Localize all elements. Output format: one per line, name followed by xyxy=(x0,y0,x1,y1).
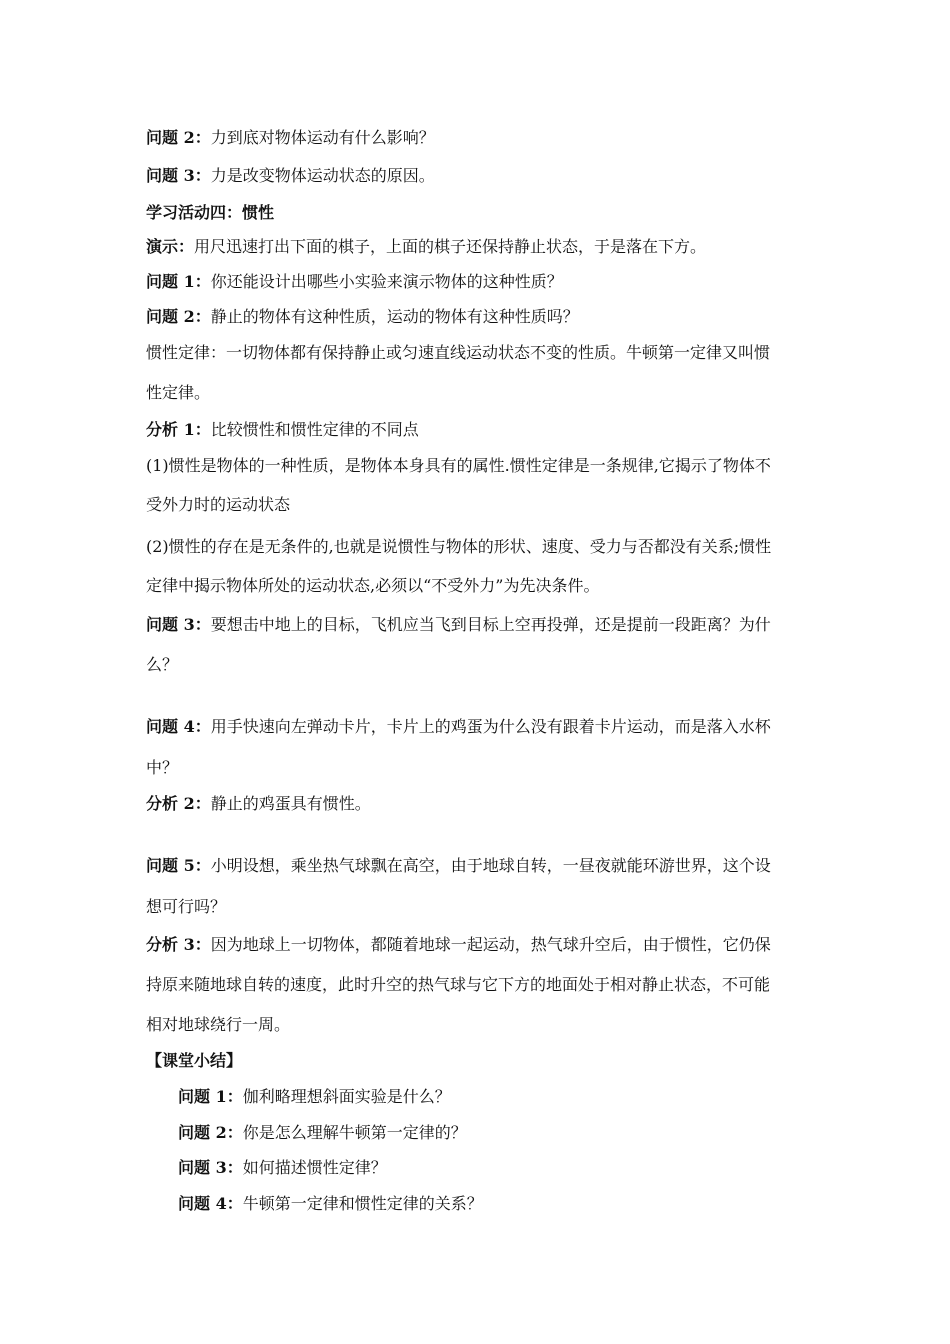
question-3-line xyxy=(146,166,435,186)
demo-label: 演示： xyxy=(146,237,195,256)
question-3b-line-cont xyxy=(146,655,178,675)
question-text: 你还能设计出哪些小实验来演示物体的这种性质？ xyxy=(210,272,563,291)
question-label: 问题 2： xyxy=(178,1123,243,1142)
paragraph-text: 定律中揭示物体所处的运动状态,必须以“不受外力”为先决条件。 xyxy=(146,576,600,595)
question-3b-line xyxy=(146,615,771,635)
question-label: 问题 2： xyxy=(146,307,211,326)
summary-heading-text: 【课堂小结】 xyxy=(146,1051,243,1070)
question-text: 牛顿第一定律和惯性定律的关系？ xyxy=(242,1194,483,1213)
analysis-1-line xyxy=(146,420,419,440)
question-text: 中？ xyxy=(146,758,179,777)
point-1-line xyxy=(146,456,771,476)
point-2-line xyxy=(146,537,771,557)
analysis-text: 相对地球绕行一周。 xyxy=(146,1015,291,1034)
analysis-text: 比较惯性和惯性定律的不同点 xyxy=(210,420,419,439)
paragraph-text: 性定律。 xyxy=(146,383,211,402)
question-label: 问题 3： xyxy=(146,166,211,185)
inertia-law-line xyxy=(146,343,770,363)
analysis-2-line xyxy=(146,794,371,814)
analysis-text: 静止的鸡蛋具有惯性。 xyxy=(210,794,371,813)
analysis-label: 分析 3： xyxy=(146,935,211,954)
activity-heading xyxy=(146,203,274,223)
question-4-line-cont xyxy=(146,758,178,778)
question-label: 问题 3： xyxy=(178,1158,243,1177)
analysis-label: 分析 2： xyxy=(146,794,211,813)
analysis-text: 因为地球上一切物体，都随着地球一起运动，热气球升空后，由于惯性，它仍保 xyxy=(210,935,771,954)
question-text: 用手快速向左弹动卡片，卡片上的鸡蛋为什么没有跟着卡片运动，而是落入水杯 xyxy=(210,717,771,736)
activity-heading-text: 学习活动四：惯性 xyxy=(146,203,275,222)
analysis-3-line xyxy=(146,935,771,955)
demo-text: 用尺迅速打出下面的棋子，上面的棋子还保持静止状态，于是落在下方。 xyxy=(194,237,707,256)
question-5-line xyxy=(146,856,771,876)
paragraph-text: 受外力时的运动状态 xyxy=(146,495,291,514)
question-text: 要想击中地上的目标，飞机应当飞到目标上空再投弹，还是提前一段距离？为什 xyxy=(210,615,771,634)
point-1-line-cont xyxy=(146,495,290,515)
analysis-text: 持原来随地球自转的速度，此时升空的热气球与它下方的地面处于相对静止状态，不可能 xyxy=(146,975,771,994)
question-label: 问题 3： xyxy=(146,615,211,634)
analysis-3-line-cont xyxy=(146,975,770,995)
question-text: 静止的物体有这种性质，运动的物体有这种性质吗？ xyxy=(210,307,579,326)
demo-line xyxy=(146,237,706,257)
question-text: 如何描述惯性定律？ xyxy=(242,1158,387,1177)
question-text: 小明设想，乘坐热气球飘在高空，由于地球自转，一昼夜就能环游世界，这个设 xyxy=(210,856,771,875)
analysis-3-line-end xyxy=(146,1015,290,1035)
question-label: 问题 5： xyxy=(146,856,211,875)
inertia-law-line-cont xyxy=(146,383,210,403)
question-text: 伽利略理想斜面实验是什么？ xyxy=(242,1087,451,1106)
summary-question-4 xyxy=(178,1194,483,1214)
analysis-label: 分析 1： xyxy=(146,420,211,439)
question-1-line xyxy=(146,272,563,292)
summary-question-1 xyxy=(178,1087,451,1107)
question-2b-line xyxy=(146,307,579,327)
question-label: 问题 2： xyxy=(146,128,211,147)
question-text: 力到底对物体运动有什么影响？ xyxy=(210,128,435,147)
summary-heading xyxy=(146,1051,242,1071)
question-text: 么？ xyxy=(146,655,179,674)
question-2-line xyxy=(146,128,435,148)
question-label: 问题 4： xyxy=(146,717,211,736)
question-label: 问题 4： xyxy=(178,1194,243,1213)
question-label: 问题 1： xyxy=(178,1087,243,1106)
question-text: 力是改变物体运动状态的原因。 xyxy=(210,166,435,185)
question-label: 问题 1： xyxy=(146,272,211,291)
question-4-line xyxy=(146,717,771,737)
summary-question-3 xyxy=(178,1158,387,1178)
question-text: 你是怎么理解牛顿第一定律的？ xyxy=(242,1123,467,1142)
point-2-line-cont xyxy=(146,576,599,596)
question-5-line-cont xyxy=(146,897,226,917)
paragraph-text: 惯性定律：一切物体都有保持静止或匀速直线运动状态不变的性质。牛顿第一定律又叫惯 xyxy=(146,343,771,362)
summary-question-2 xyxy=(178,1123,467,1143)
paragraph-text: (1)惯性是物体的一种性质，是物体本身具有的属性.惯性定律是一条规律,它揭示了物体不 xyxy=(146,456,771,475)
paragraph-text: (2)惯性的存在是无条件的,也就是说惯性与物体的形状、速度、受力与否都没有关系;惯性 xyxy=(146,537,772,556)
question-text: 想可行吗？ xyxy=(146,897,227,916)
